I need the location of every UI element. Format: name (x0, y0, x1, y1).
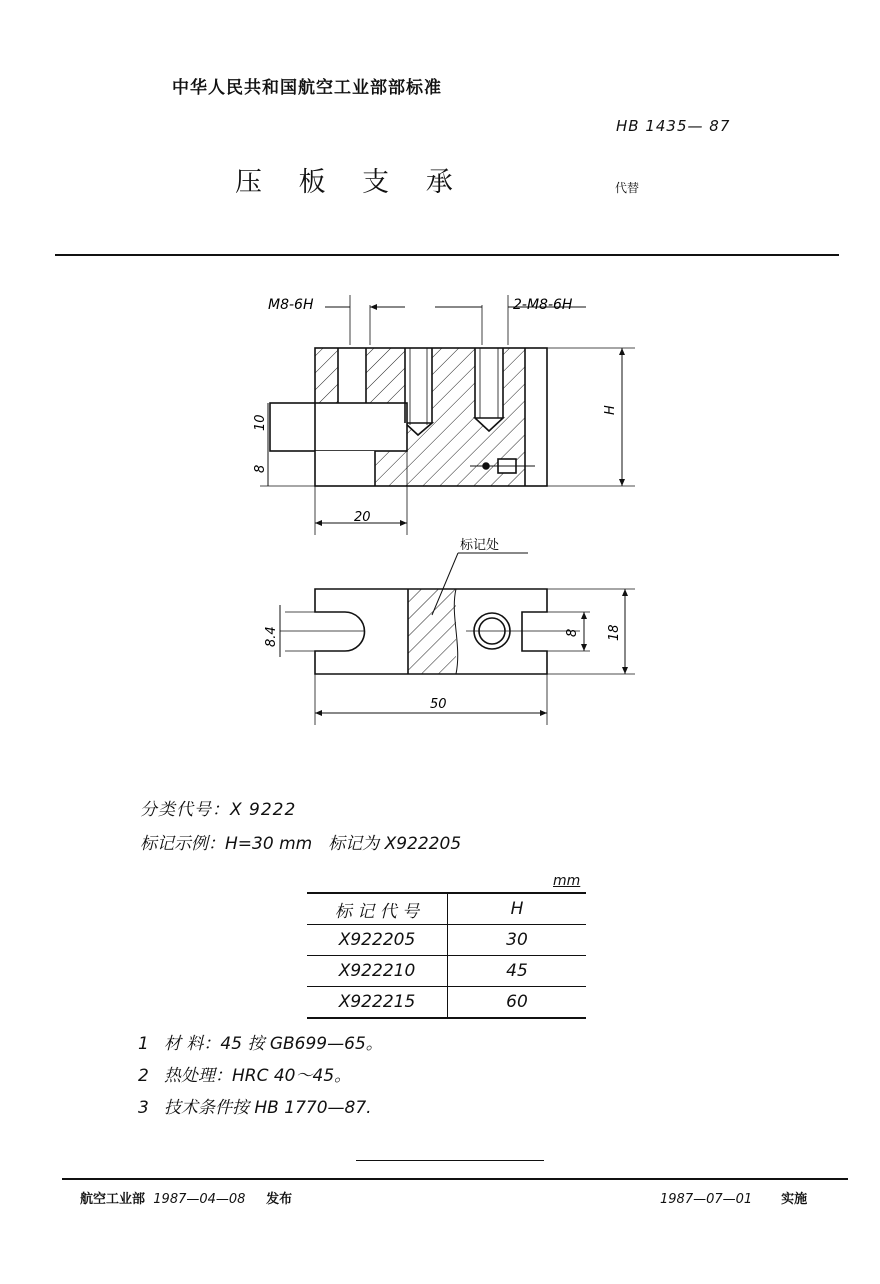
mark-location-label: 标记处 (460, 538, 500, 553)
dim-18: 18 (607, 624, 622, 641)
note-text: 热处理：HRC 40～45。 (164, 1066, 352, 1086)
footer-effective-word: 实施 (781, 1192, 808, 1207)
replaces-label: 代替 (615, 181, 640, 195)
note-item (138, 1092, 383, 1124)
marking-example (140, 829, 477, 854)
marking-table (307, 892, 586, 1019)
table-row (307, 956, 586, 987)
dim-50: 50 (430, 697, 447, 712)
mark-code-cell: X922205 (307, 925, 448, 956)
note-text: 技术条件按 HB 1770—87. (164, 1098, 372, 1118)
h-value-cell: 60 (448, 987, 587, 1019)
h-value-cell: 30 (448, 925, 587, 956)
header-mark-code: 标 记 代 号 (307, 893, 448, 925)
footer-issue-date: 1987—04—08 (153, 1192, 246, 1207)
table-row (307, 925, 586, 956)
table-unit: mm (553, 873, 581, 889)
technical-drawing (250, 285, 650, 725)
header-h: H (448, 893, 587, 925)
top-view (280, 553, 635, 725)
note-text: 材 料：45 按 GB699—65。 (164, 1034, 383, 1054)
classification-code: 分类代号：X 9222 (140, 800, 297, 820)
footer-rule (62, 1178, 848, 1180)
front-view (260, 295, 635, 535)
marking-example-label: 标记示例：H=30 mm (140, 834, 313, 854)
note-item (138, 1028, 383, 1060)
footer-issuer: 航空工业部 (80, 1192, 146, 1207)
dim-thread-right: 2-M8-6H (513, 297, 573, 313)
marking-example-value: 标记为 X922205 (328, 834, 462, 854)
note-item (138, 1060, 383, 1092)
technical-notes (138, 1028, 383, 1124)
dim-8-front: 8 (253, 464, 268, 473)
dim-h: H (603, 405, 618, 415)
footer-effective (660, 1188, 807, 1207)
note-number: 3 (138, 1098, 149, 1118)
issuing-organization: 中华人民共和国航空工业部部标准 (172, 78, 442, 98)
standard-number: HB 1435— 87 (616, 117, 731, 135)
end-rule (356, 1160, 544, 1161)
mark-code-cell: X922210 (307, 956, 448, 987)
h-value-cell: 45 (448, 956, 587, 987)
mark-code-cell: X922215 (307, 987, 448, 1019)
dim-8-top: 8 (565, 628, 580, 637)
dim-10: 10 (253, 414, 268, 431)
document-title: 压 板 支 承 (235, 167, 467, 198)
footer-issue-word: 发布 (266, 1192, 293, 1207)
table-row (307, 987, 586, 1019)
dim-8-4: 8.4 (264, 626, 279, 647)
table-header-row (307, 893, 586, 925)
footer-effective-date: 1987—07—01 (660, 1192, 753, 1207)
footer-issue (80, 1188, 292, 1207)
dim-thread-left: M8-6H (268, 297, 314, 313)
dim-20: 20 (354, 510, 371, 525)
note-number: 1 (138, 1034, 149, 1054)
note-number: 2 (138, 1066, 149, 1086)
header-rule (55, 254, 839, 256)
